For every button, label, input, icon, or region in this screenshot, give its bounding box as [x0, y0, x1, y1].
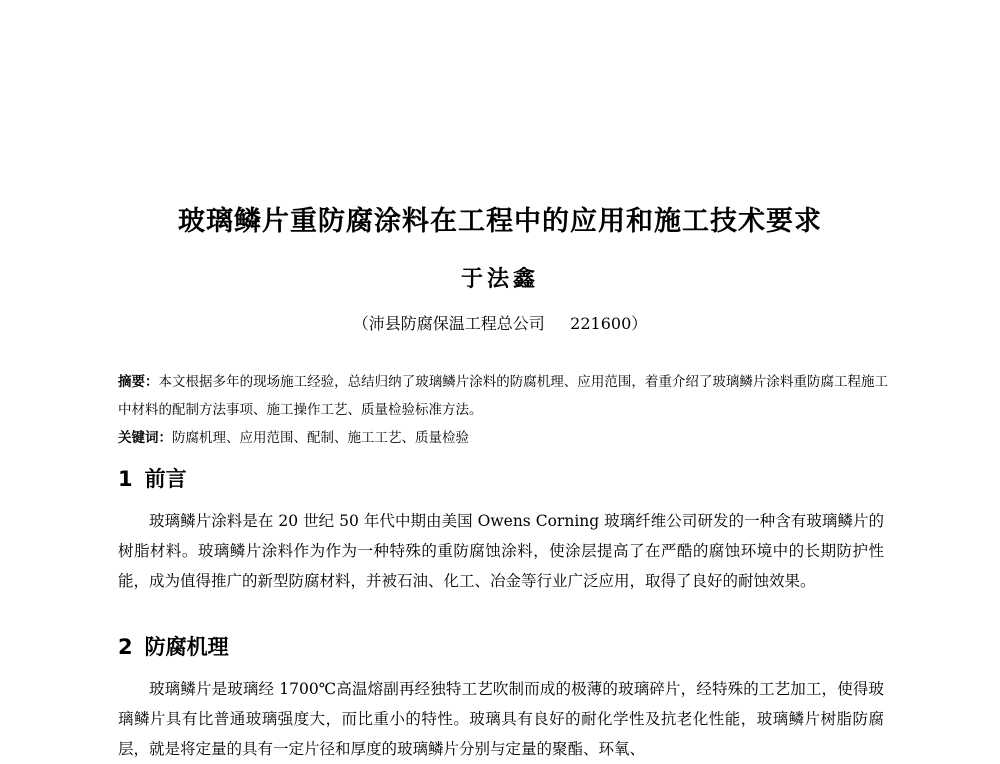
section-title: 前言	[144, 467, 187, 491]
author-affiliation: （沛县防腐保温工程总公司 221600）	[352, 314, 648, 333]
paper-author: 于法鑫	[460, 266, 539, 292]
abstract-text: 本文根据多年的现场施工经验，总结归纳了玻璃鳞片涂料的防腐机理、应用范围，着重介绍了玻璃鳞片涂料重防腐工程施工中材料的配制方法事项、施工操作工艺、质量检验标准方法。	[118, 374, 889, 418]
section-title: 防腐机理	[144, 635, 229, 659]
keywords-text: 防腐机理、应用范围、配制、施工工艺、质量检验	[172, 430, 469, 446]
section-body-introduction: 玻璃鳞片涂料是在 20 世纪 50 年代中期由美国 Owens Corning 玻璃纤维公司研发的一种含有玻璃鳞片的树脂材料。玻璃鳞片涂料作为作为一种特殊的重防腐蚀涂料，使涂层提高了在严酷的腐蚀环境中的长期防护性能，成为值得推广的新型防腐材料，并被石油、化工、冶金等行业广泛应用，取得了良好的耐蚀效果。	[118, 512, 884, 590]
keywords-label: 关键词：	[118, 430, 172, 446]
abstract-label: 摘要：	[118, 374, 159, 390]
section-heading-introduction	[118, 464, 187, 494]
section-heading-anticorrosion-mechanism	[118, 632, 229, 662]
section-number: 1	[118, 467, 133, 491]
paper-title: 玻璃鳞片重防腐涂料在工程中的应用和施工技术要求	[178, 206, 822, 237]
section-number: 2	[118, 635, 133, 659]
section-body-anticorrosion-mechanism: 玻璃鳞片是玻璃经 1700℃高温熔副再经独特工艺吹制而成的极薄的玻璃碎片，经特殊的工艺加工，使得玻璃鳞片具有比普通玻璃强度大，而比重小的特性。玻璃具有良好的耐化学性及抗老化性能，玻璃鳞片树脂防腐层，就是将定量的具有一定片径和厚度的玻璃鳞片分别与定量的聚酯、环氧、	[118, 680, 884, 758]
keywords	[118, 424, 888, 452]
abstract	[118, 368, 888, 424]
